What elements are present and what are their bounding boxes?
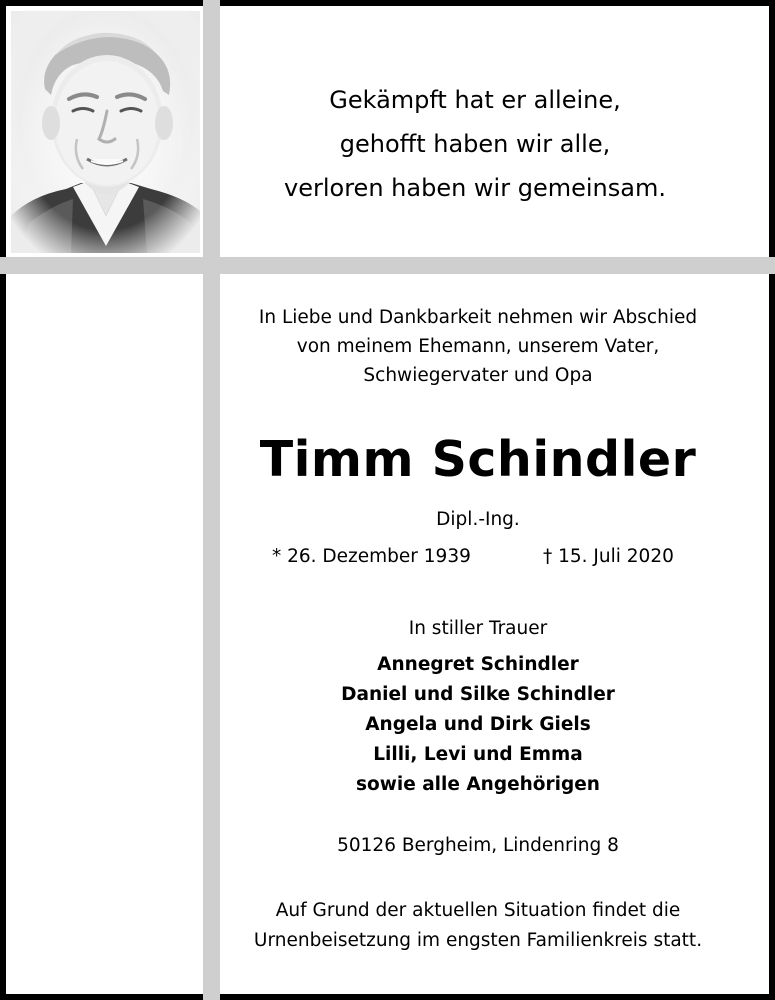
quote-line: Gekämpft hat er alleine,: [329, 86, 621, 114]
mourning-heading: In stiller Trauer: [408, 618, 548, 639]
quote-line: verloren haben wir gemeinsam.: [284, 174, 666, 202]
portrait-photo: [11, 11, 200, 253]
farewell-intro: [225, 303, 731, 390]
birth-date: * 26. Dezember 1939: [272, 546, 471, 567]
intro-line: Schwiegervater und Opa: [363, 365, 593, 386]
deceased-title: Dipl.-Ing.: [436, 509, 520, 530]
intro-line: In Liebe und Dankbarkeit nehmen wir Abschied: [258, 307, 698, 328]
family-member: sowie alle Angehörigen: [356, 774, 600, 795]
notice-line: Urnenbeisetzung im engsten Familienkreis statt.: [253, 930, 703, 951]
memorial-quote: [225, 78, 725, 210]
family-list: [225, 650, 731, 800]
family-member: Daniel und Silke Schindler: [341, 684, 615, 705]
notice-line: Auf Grund der aktuellen Situation findet die: [275, 900, 681, 921]
family-member: Annegret Schindler: [377, 654, 579, 675]
quote-line: gehofft haben wir alle,: [339, 130, 611, 158]
intro-line: von meinem Ehemann, unserem Vater,: [296, 336, 660, 357]
family-member: Lilli, Levi und Emma: [373, 744, 583, 765]
address: 50126 Bergheim, Lindenring 8: [337, 835, 619, 856]
death-date: † 15. Juli 2020: [543, 546, 674, 567]
cross-horizontal-bar: [0, 257, 775, 274]
deceased-name: Timm Schindler: [259, 431, 697, 488]
cross-vertical-bar: [203, 0, 220, 1000]
burial-notice: [225, 896, 731, 956]
family-member: Angela und Dirk Giels: [365, 714, 591, 735]
